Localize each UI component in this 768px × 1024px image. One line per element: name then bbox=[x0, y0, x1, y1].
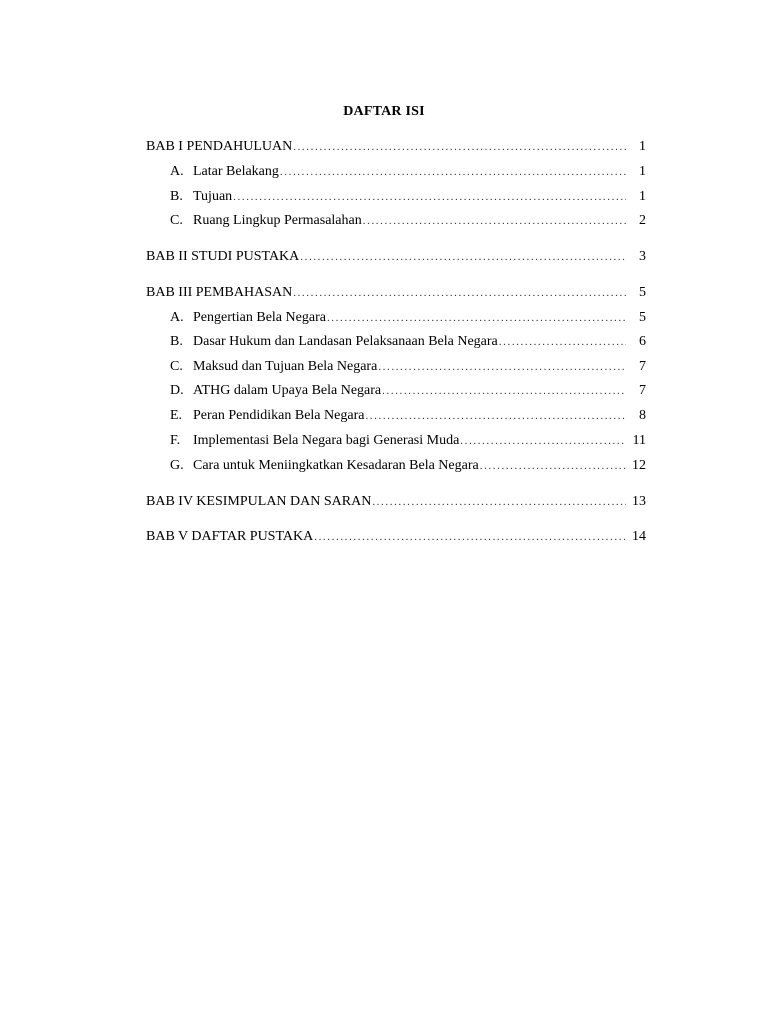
toc-label: BAB II STUDI PUSTAKA bbox=[146, 249, 300, 264]
dot-leader bbox=[293, 138, 626, 156]
toc-label: Tujuan bbox=[193, 189, 233, 204]
toc-section-letter: C. bbox=[170, 213, 183, 228]
dot-leader bbox=[480, 457, 626, 475]
toc-label: Peran Pendidikan Bela Negara bbox=[193, 408, 365, 423]
toc-section-1c bbox=[170, 212, 646, 230]
dot-leader bbox=[233, 188, 626, 206]
dot-leader bbox=[365, 407, 626, 425]
toc-chapter-4 bbox=[146, 493, 646, 511]
toc-section-letter: E. bbox=[170, 408, 183, 423]
dot-leader bbox=[363, 212, 626, 230]
toc-label: ATHG dalam Upaya Bela Negara bbox=[193, 383, 382, 398]
toc-label: Maksud dan Tujuan Bela Negara bbox=[193, 359, 378, 374]
dot-leader bbox=[460, 432, 626, 450]
toc-chapter-5 bbox=[146, 528, 646, 546]
toc-page-number: 1 bbox=[639, 189, 646, 204]
toc-label: BAB III PEMBAHASAN bbox=[146, 285, 293, 300]
toc-section-3g bbox=[170, 457, 646, 475]
toc-section-letter: B. bbox=[170, 189, 183, 204]
dot-leader bbox=[280, 163, 626, 181]
toc-page-number: 13 bbox=[632, 494, 646, 509]
toc-label: BAB IV KESIMPULAN DAN SARAN bbox=[146, 494, 372, 509]
toc-label: Latar Belakang bbox=[193, 164, 279, 179]
toc-chapter-1 bbox=[146, 138, 646, 156]
toc-section-1a bbox=[170, 163, 646, 181]
toc-section-letter: A. bbox=[170, 310, 184, 325]
toc-label: Cara untuk Meniingkatkan Kesadaran Bela Negara bbox=[193, 458, 479, 473]
toc-section-3e bbox=[170, 407, 646, 425]
dot-leader bbox=[378, 358, 626, 376]
dot-leader bbox=[300, 248, 626, 266]
toc-label: Pengertian Bela Negara bbox=[193, 310, 326, 325]
dot-leader bbox=[327, 309, 626, 327]
toc-section-letter: F. bbox=[170, 433, 181, 448]
table-of-contents bbox=[146, 0, 646, 1024]
toc-page-number: 11 bbox=[632, 433, 646, 448]
toc-page-number: 8 bbox=[639, 408, 646, 423]
toc-section-3d bbox=[170, 382, 646, 400]
page-title: DAFTAR ISI bbox=[343, 104, 425, 119]
toc-page-number: 5 bbox=[639, 310, 646, 325]
toc-label: Ruang Lingkup Permasalahan bbox=[193, 213, 362, 228]
toc-page-number: 14 bbox=[632, 529, 646, 544]
toc-page-number: 12 bbox=[632, 458, 646, 473]
toc-section-letter: C. bbox=[170, 359, 183, 374]
toc-page-number: 7 bbox=[639, 383, 646, 398]
toc-page-number: 1 bbox=[639, 164, 646, 179]
toc-section-3f bbox=[170, 432, 646, 450]
toc-label: BAB I PENDAHULUAN bbox=[146, 139, 293, 154]
toc-label: Dasar Hukum dan Landasan Pelaksanaan Bela Negara bbox=[193, 334, 498, 349]
toc-page-number: 3 bbox=[639, 249, 646, 264]
dot-leader bbox=[382, 382, 626, 400]
toc-label: Implementasi Bela Negara bagi Generasi Muda bbox=[193, 433, 460, 448]
toc-section-3a bbox=[170, 309, 646, 327]
dot-leader bbox=[293, 284, 626, 302]
dot-leader bbox=[314, 528, 626, 546]
toc-chapter-2 bbox=[146, 248, 646, 266]
toc-section-3c bbox=[170, 358, 646, 376]
toc-section-1b bbox=[170, 188, 646, 206]
toc-page-number: 5 bbox=[639, 285, 646, 300]
toc-section-letter: G. bbox=[170, 458, 184, 473]
toc-page-number: 1 bbox=[639, 139, 646, 154]
toc-section-letter: D. bbox=[170, 383, 184, 398]
toc-section-letter: A. bbox=[170, 164, 184, 179]
toc-page-number: 6 bbox=[639, 334, 646, 349]
dot-leader bbox=[372, 493, 626, 511]
toc-page-number: 2 bbox=[639, 213, 646, 228]
toc-chapter-3 bbox=[146, 284, 646, 302]
toc-section-3b bbox=[170, 333, 646, 351]
toc-page-number: 7 bbox=[639, 359, 646, 374]
dot-leader bbox=[499, 333, 626, 351]
toc-label: BAB V DAFTAR PUSTAKA bbox=[146, 529, 314, 544]
toc-section-letter: B. bbox=[170, 334, 183, 349]
